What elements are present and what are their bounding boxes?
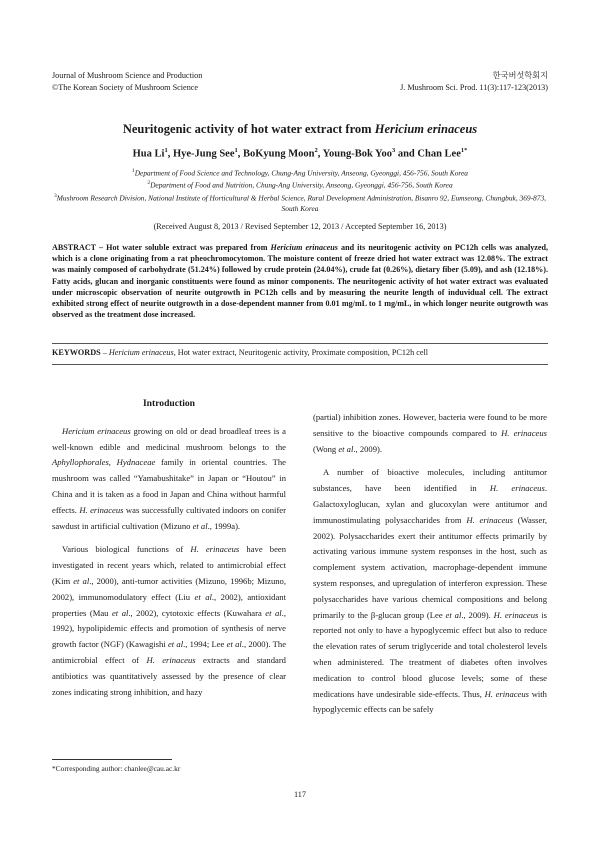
abstract-species: Hericium erinaceus	[270, 243, 338, 252]
abstract-dash: –	[95, 243, 107, 252]
section-heading: Introduction	[142, 398, 196, 409]
body-column-left	[52, 396, 286, 700]
author-sup: 1*	[460, 147, 468, 154]
author-sup: 1	[164, 147, 168, 154]
abstract-label: ABSTRACT	[52, 243, 96, 252]
journal-society: ©The Korean Society of Mushroom Science	[52, 83, 199, 92]
journal-korean-name: 한국버섯학회지	[492, 71, 548, 80]
received-dates: (Received August 8, 2013 / Revised September 12, 2013 / Accepted September 16, 2013)	[153, 222, 447, 231]
body-column-right	[313, 410, 547, 718]
corresponding-author-footnote: *Corresponding author: chanlee@cau.ac.kr	[52, 764, 181, 773]
paragraph: Hericium erinaceus growing on old or dead broadleaf trees is a well-known edible and medicinal mushroom belongs to the Aphyllophorales, Hydnaceae family in oriental countries. The mushroom was called “Yamabushitake” in Japan or “Houtou” in China and it is taken as a food in Japan and China without harmful effects. H. erinaceus was successfully cultivated indoors on conifer sawdust in artificial cultivation (Mizuno et al., 1999a).	[52, 425, 286, 531]
affiliation-sup: 2	[147, 180, 151, 187]
keywords-species: Hericium erinaceus	[108, 348, 174, 357]
affiliation-1	[50, 166, 550, 178]
abstract-text-1: Hot water soluble extract was prepared from	[106, 243, 271, 252]
journal-citation: J. Mushroom Sci. Prod. 11(3):117-123(2013)	[400, 83, 548, 92]
author-sup: 2	[314, 147, 318, 154]
author-list	[40, 147, 560, 160]
abstract-text-2: and its neuritogenic activity on PC12h cells was analyzed, which is a clone originating from a rat pheochromocytomon. The moisture content of freeze dried hot water extract was 12.08%. The extract was mainly composed of carbohydrate (51.24%) followed by crude protein (24.04%), crude fat (0.26%), dietary fiber (5.09), and ash (12.18%). Fatty acids, glucan and inorganic constituents were found as minor components. The neuritogenic activity of hot water extract was evaluated under microscopic observation of neurite outgrowth in PC12h cells and by measuring the neurite length of induvidual cell. The extract exhibited strong effect of neurite outgrowth in a dose-dependent manner from 0.01 mg/mL to 1 mg/mL, in which longer neurite outgrowth was observed as the treatment dose increased.	[52, 243, 549, 320]
divider	[52, 343, 548, 344]
author-sep: ,	[237, 148, 243, 160]
abstract	[52, 242, 548, 320]
keywords-dash: –	[100, 348, 109, 357]
page-number: 117	[294, 790, 306, 799]
paragraph: Various biological functions of H. erinaceus have been investigated in recent years which, related to antimicrobial effect (Kim et al., 2000), anti-tumor activities (Mizuno, 1996b; Mizuno, 2002), immunomodulatory effect (Liu et al., 2002), antioxidant properties (Mau et al., 2002), cytotoxic effects (Kuwahara et al., 1992), hypolipidemic effects and promotion of synthesis of nerve growth factor (NGF) (Kawagishi et al., 1994; Lee et al., 2000). The antimicrobial effect of H. erinaceus extracts and standard antibiotics was quantitatively assessed by the presence of clear zones indicating strong inhibition, and hazy	[52, 544, 287, 697]
affiliation-sup: 1	[131, 168, 135, 174]
author-and: and	[395, 148, 418, 160]
keywords-label: KEYWORDS	[52, 348, 101, 357]
journal-name: Journal of Mushroom Science and Production	[52, 71, 203, 80]
keywords-text: , Hot water extract, Neuritogenic activity, Proximate composition, PC12h cell	[173, 348, 429, 357]
author-sup: 3	[391, 147, 396, 154]
affiliation-text: Department of Food and Nutrition, Chung-Ang University, Anseong, Gyeonggi, 456-756, South Korea	[150, 180, 453, 190]
affiliation-3	[50, 191, 550, 214]
author: Young-Bok Yoo	[322, 148, 392, 160]
title-species: Hericium erinaceus	[374, 122, 478, 136]
author-sup: 1	[234, 147, 238, 154]
paragraph: A number of bioactive molecules, including antitumor substances, have been identified in H. erinaceus. Galactoxyloglucan, xylan and glucoxylan were antitumor and immunostimulating polysaccharides from H. erinaceus (Wasser, 2002). Polysaccharides exert their antitumor effects primarily by activating various immune system responses in the host, such as complement system activation, macrophage-dependent immune system responses, and upregulation of interferon expression. These polysaccharides have various chemical compositions and belong primarily to the β-glucan group (Lee et al., 2009). H. erinaceus is reported not only to have a hypoglycemic effect but also to reduce the elevation rates of serum triglyceride and total cholesterol levels when administered. The treatment of diabetes often involves medication to control blood glucose levels; some of these medications have undesirable side-effects. Thus, H. erinaceus with hypoglycemic effects can be safely	[313, 467, 547, 715]
paragraph: (partial) inhibition zones. However, bacteria were found to be more sensitive to the bioactive compounds compared to H. erinaceus (Wong et al., 2009).	[313, 412, 548, 454]
title-prefix: Neuritogenic activity of hot water extract from	[122, 122, 375, 136]
affiliation-sup: 3	[54, 192, 57, 199]
divider	[52, 364, 548, 365]
author-sep: ,	[317, 148, 323, 160]
affiliation-text: Department of Food Science and Technology, Chung-Ang University, Anseong, Gyeonggi, 456-756, South Korea	[134, 168, 469, 178]
author: Hua Li	[132, 148, 165, 160]
affiliation-text: Mushroom Research Division, National Institute of Horticultural & Herbal Science, Rural Development Administration, Bisanro 92, Eumseong, Chungbuk, 369-873, South Korea	[56, 193, 546, 214]
affiliations	[50, 166, 550, 214]
author-sep: ,	[167, 148, 173, 160]
author: BoKyung Moon	[243, 148, 315, 160]
footnote-rule	[52, 759, 172, 760]
journal-header-left	[52, 70, 202, 94]
author: Hye-Jung See	[172, 148, 235, 160]
journal-header-right	[400, 70, 548, 94]
author: Chan Lee	[417, 148, 461, 160]
affiliation-2	[50, 178, 550, 190]
paper-title	[40, 122, 560, 137]
keywords	[52, 348, 548, 357]
